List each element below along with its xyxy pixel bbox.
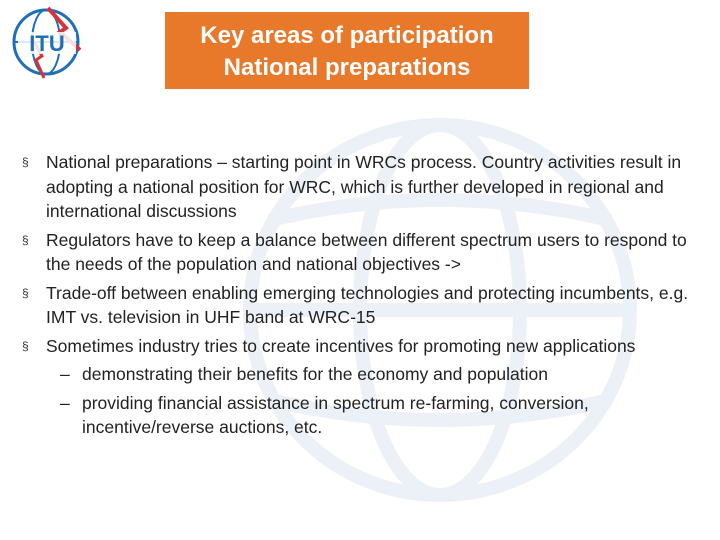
bullet-text: National preparations – starting point in WRCs process. Country activities result in adopting a national position for WRC, which is further developed in regional and international discussions bbox=[46, 152, 682, 221]
sub-bullet-item bbox=[20, 391, 710, 440]
bullet-marker: § bbox=[22, 338, 29, 353]
bullet-marker: § bbox=[22, 155, 29, 169]
logo-text: ITU bbox=[29, 31, 65, 56]
bullet-marker: § bbox=[22, 232, 29, 247]
bullet-item bbox=[20, 228, 710, 277]
sub-bullet-marker: – bbox=[60, 364, 70, 384]
bullet-text: Trade-off between enabling emerging technologies and protecting incumbents, e.g. IMT vs. television in UHF band at WRC-15 bbox=[46, 282, 689, 327]
bullet-marker: § bbox=[22, 285, 29, 300]
bullet-item bbox=[20, 334, 710, 359]
bullet-item bbox=[20, 281, 710, 330]
slide-title bbox=[165, 12, 529, 89]
sub-bullet-text: providing financial assistance in spectrum re-farming, conversion, incentive/reverse auctions, etc. bbox=[82, 392, 589, 437]
bullet-text: Regulators have to keep a balance between different spectrum users to respond to the needs of the population and national objectives -> bbox=[46, 229, 687, 274]
slide-body bbox=[20, 150, 710, 444]
title-line-1: Key areas of participation bbox=[200, 22, 494, 49]
bullet-text: Sometimes industry tries to create incentives for promoting new applications bbox=[46, 335, 636, 356]
bullet-item bbox=[20, 150, 710, 224]
title-line-2: National preparations bbox=[223, 54, 471, 81]
sub-bullet-marker: – bbox=[60, 392, 70, 413]
sub-bullet-text: demonstrating their benefits for the economy and population bbox=[82, 364, 548, 384]
itu-logo bbox=[8, 4, 88, 80]
sub-bullet-item bbox=[20, 362, 710, 387]
